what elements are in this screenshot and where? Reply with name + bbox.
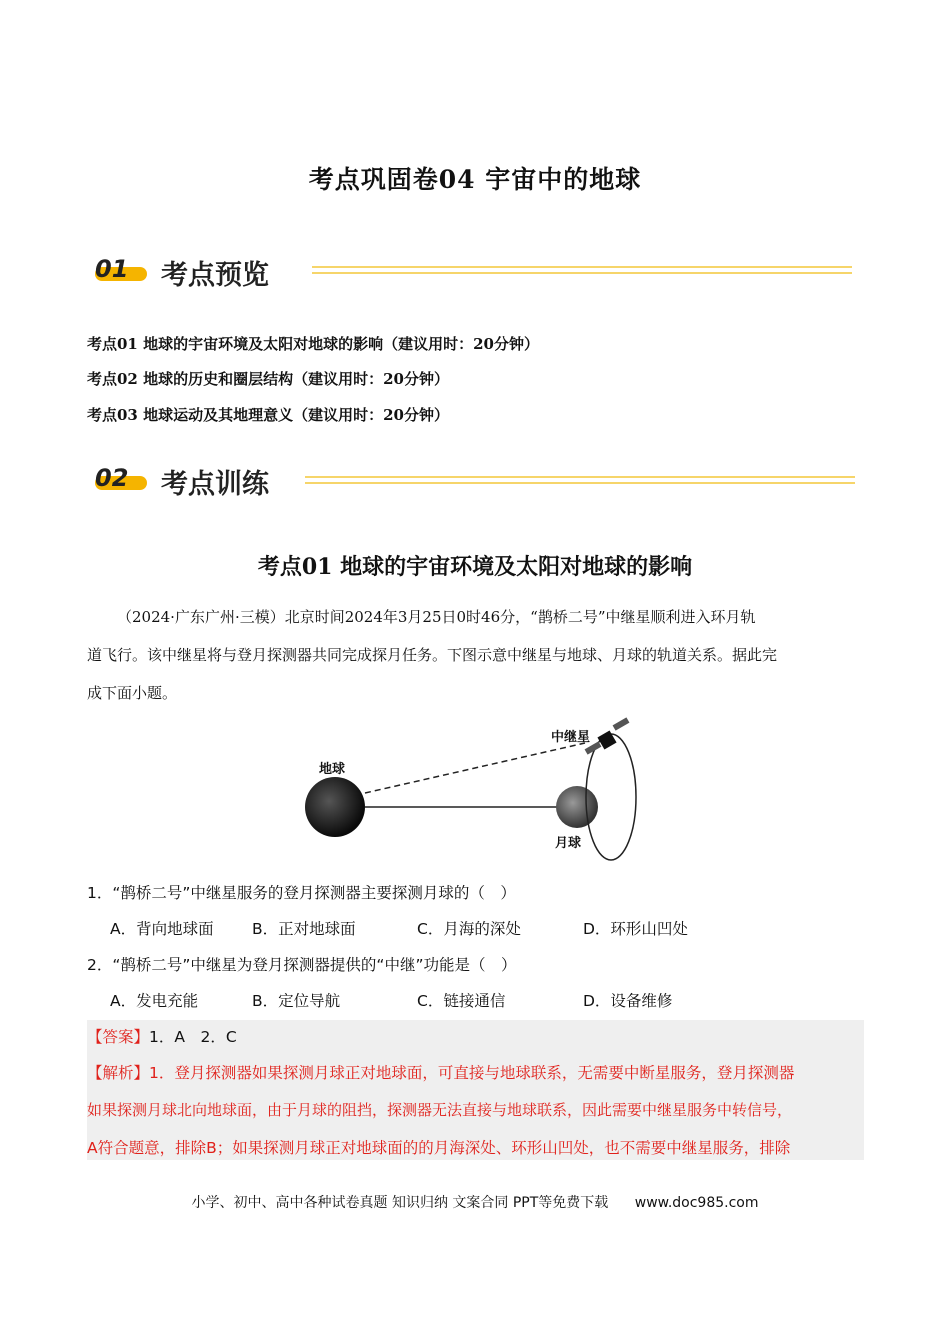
analysis-tag: 【解析】: [87, 1064, 150, 1082]
answer-tag: 【答案】: [87, 1028, 150, 1046]
moon-icon: [556, 786, 598, 828]
footer-url[interactable]: www.doc985.com: [634, 1195, 759, 1211]
question-1-option-b: B．正对地球面: [252, 920, 356, 938]
section-number: 01: [95, 255, 129, 283]
section-number: 02: [95, 464, 129, 492]
question-2-option-c: C．链接通信: [417, 992, 506, 1010]
section-label: 考点预览: [161, 260, 269, 291]
analysis-line-1: [87, 1061, 794, 1083]
question-1-option-a: A．背向地球面: [110, 920, 214, 938]
question-1-option-d: D．环形山凹处: [583, 920, 688, 938]
earth-relay-line: [365, 743, 585, 793]
answer-line: [87, 1025, 237, 1047]
section-label: 考点训练: [161, 469, 269, 500]
section-divider: [305, 482, 855, 484]
question-2-option-a: A．发电充能: [110, 992, 199, 1010]
topic-title: 考点01 地球的宇宙环境及太阳对地球的影响: [257, 554, 693, 580]
relay-satellite-icon: [585, 717, 630, 754]
section-divider: [305, 476, 855, 478]
doc-title: 考点巩固卷04 宇宙中的地球: [308, 165, 642, 194]
moon-label: 月球: [555, 836, 582, 851]
answer-text: 1．A 2．C: [149, 1028, 237, 1046]
intro-line-1: （2024·广东广州·三模）北京时间2024年3月25日0时46分，“鹊桥二号”中继星顺利进入环月轨: [117, 608, 756, 626]
relay-label: 中继星: [551, 730, 591, 745]
section-header-training: [95, 462, 315, 502]
outline-item-2: 考点02 地球的历史和圈层结构（建议用时：20分钟）: [87, 370, 449, 388]
page-footer: [0, 1192, 950, 1212]
footer-text: 小学、初中、高中各种试卷真题 知识归纳 文案合同 PPT等免费下载: [191, 1195, 609, 1211]
question-2-option-d: D．设备维修: [583, 992, 673, 1010]
orbit-figure: [295, 715, 655, 865]
outline-item-3: 考点03 地球运动及其地理意义（建议用时：20分钟）: [87, 406, 449, 424]
question-1-stem: 1．“鹊桥二号”中继星服务的登月探测器主要探测月球的（ ）: [87, 884, 516, 902]
analysis-line-3: A符合题意，排除B；如果探测月球正对地球面的的月海深处、环形山凹处，也不需要中继星服务，排除: [87, 1139, 791, 1157]
intro-line-2: 道飞行。该中继星将与登月探测器共同完成探月任务。下图示意中继星与地球、月球的轨道关系。据此完: [87, 646, 778, 664]
outline-item-1: 考点01 地球的宇宙环境及太阳对地球的影响（建议用时：20分钟）: [87, 335, 539, 353]
analysis-line-2: 如果探测月球北向地球面，由于月球的阻挡，探测器无法直接与地球联系，因此需要中继星服务中转信号，: [87, 1101, 793, 1119]
question-2-option-b: B．定位导航: [252, 992, 341, 1010]
question-2-stem: 2．“鹊桥二号”中继星为登月探测器提供的“中继”功能是（ ）: [87, 956, 517, 974]
intro-line-3: 成下面小题。: [87, 684, 178, 702]
section-divider: [312, 266, 852, 268]
earth-icon: [305, 777, 365, 837]
earth-label: 地球: [319, 762, 346, 777]
intro-paragraph: [87, 598, 862, 712]
question-1-option-c: C．月海的深处: [417, 920, 521, 938]
analysis-text-1: 1．登月探测器如果探测月球正对地球面，可直接与地球联系，无需要中断星服务，登月探测器: [149, 1064, 795, 1082]
section-header-preview: [95, 253, 315, 293]
section-divider: [312, 272, 852, 274]
